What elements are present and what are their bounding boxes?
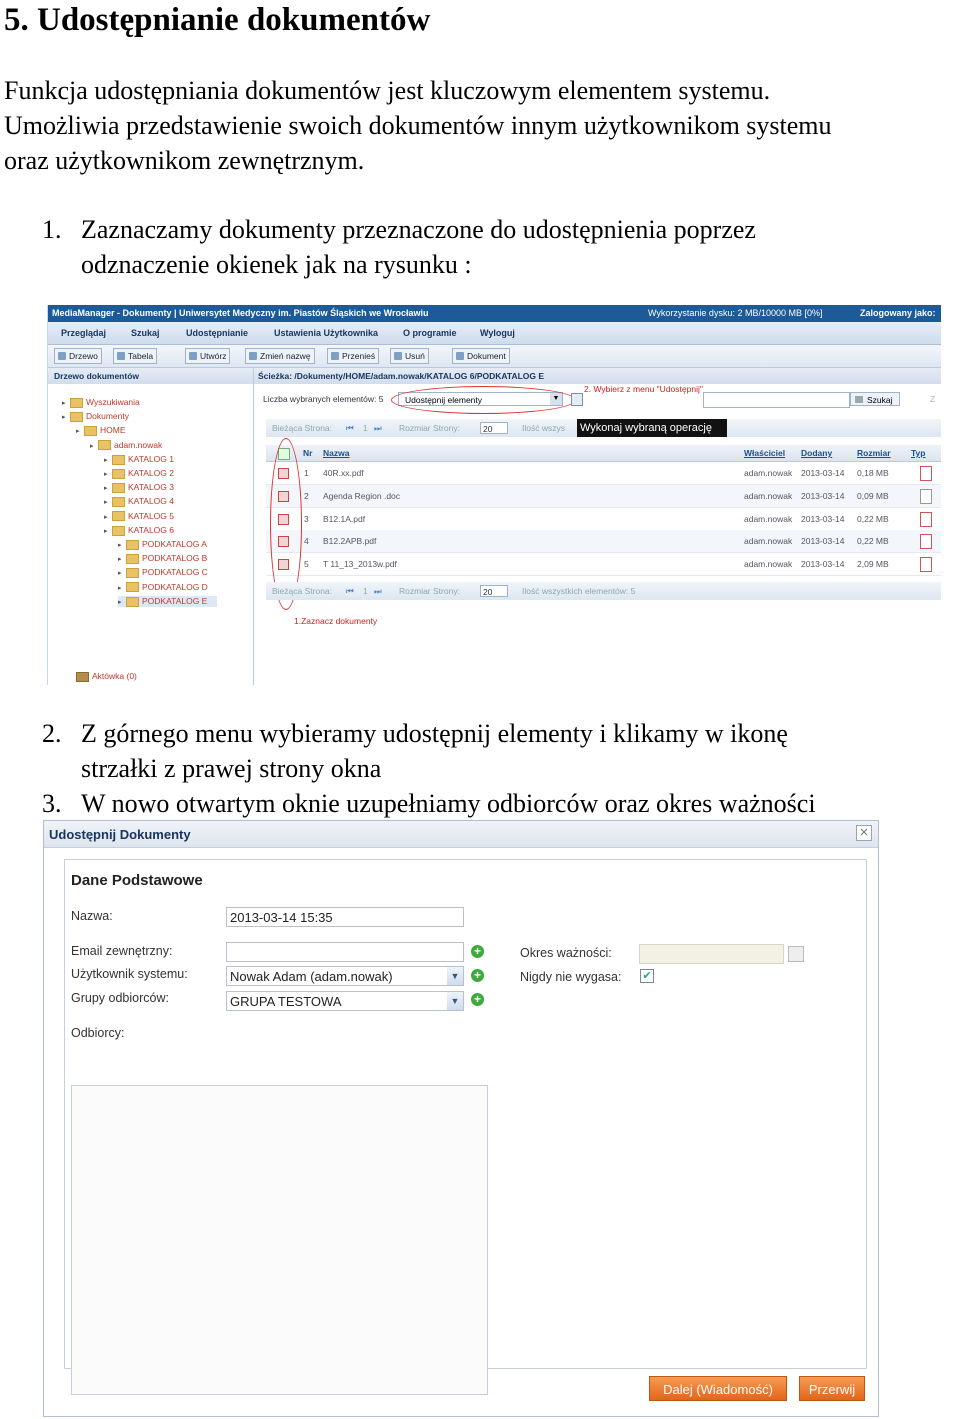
tree-item-label: PODKATALOG B: [142, 553, 208, 564]
folder-icon: [126, 568, 139, 578]
tree-item[interactable]: [104, 454, 174, 465]
row-size: 0,22 MB: [857, 536, 889, 547]
tree-item-label: KATALOG 6: [128, 524, 174, 535]
tree-item-label: PODKATALOG C: [142, 567, 208, 578]
pager-size-label: Rozmiar Strony:: [399, 586, 460, 596]
table-row[interactable]: [266, 530, 941, 553]
folder-icon: [112, 526, 125, 536]
step-number: 2.: [42, 719, 62, 748]
email-field[interactable]: [226, 942, 464, 962]
tree-item[interactable]: [104, 511, 174, 522]
tree-item[interactable]: [104, 482, 174, 493]
tree-panel: [48, 368, 254, 685]
row-added: 2013-03-14: [801, 536, 845, 547]
folder-icon: [70, 412, 83, 422]
pager-page: 1: [363, 586, 368, 596]
step-number: 1.: [42, 215, 62, 244]
tree-item-label: PODKATALOG A: [142, 539, 207, 549]
pdf-file-icon: [920, 512, 932, 527]
row-size: 0,09 MB: [857, 490, 889, 501]
first-page-icon[interactable]: ⏮: [346, 423, 354, 433]
row-owner: adam.nowak: [744, 536, 793, 547]
main-menu: [48, 322, 941, 345]
validity-field[interactable]: [639, 944, 784, 964]
first-page-icon[interactable]: ⏮: [346, 586, 354, 596]
row-name: Agenda Region .doc: [323, 490, 401, 501]
calendar-icon[interactable]: [788, 946, 804, 962]
tree-item-label: KATALOG 2: [128, 468, 174, 478]
col-nazwa[interactable]: Nazwa: [323, 448, 350, 458]
pager-count: Ilość wszystkich elementów: 5: [522, 586, 636, 596]
annotation-checkboxes: 1.Zaznacz dokumenty: [294, 616, 378, 626]
operation-select-value: Udostępnij elementy: [405, 395, 483, 405]
rename-button[interactable]: Zmień nazwę: [245, 348, 315, 364]
row-nr: 5: [304, 559, 309, 570]
recipients-list[interactable]: [71, 1085, 488, 1395]
tree-item-label: adam.nowak: [114, 439, 163, 450]
app-titlebar: [48, 305, 941, 322]
intro-line-1: Funkcja udostępniania dokumentów jest kluczowym elementem systemu.: [4, 76, 771, 105]
table-row[interactable]: [266, 462, 941, 485]
tree-item-label: PODKATALOG D: [142, 581, 208, 592]
expand-arrow-icon[interactable]: ▸: [76, 428, 80, 436]
folder-icon: [126, 597, 139, 607]
page-size-select[interactable]: 20: [480, 585, 508, 597]
tree-item-label: Dokumenty: [86, 411, 129, 422]
pdf-file-icon: [920, 534, 932, 549]
add-email-icon[interactable]: +: [471, 945, 484, 958]
expand-arrow-icon[interactable]: ▸: [104, 485, 108, 493]
page-heading: 5. Udostępnianie dokumentów: [4, 2, 431, 38]
tree-item-label: PODKATALOG E: [142, 595, 208, 606]
row-name: 40R.xx.pdf: [323, 468, 364, 478]
dialog-panel: [64, 859, 867, 1369]
row-owner: adam.nowak: [744, 513, 793, 524]
user-select[interactable]: [226, 966, 464, 986]
step-text: Zaznaczamy dokumenty przeznaczone do udostępnienia poprzez: [81, 215, 756, 244]
tree-item[interactable]: [104, 468, 174, 479]
section-title: Dane Podstawowe: [71, 872, 203, 889]
row-owner: adam.nowak: [744, 490, 793, 501]
expand-arrow-icon[interactable]: ▸: [118, 556, 122, 564]
pager-size-label: Rozmiar Strony:: [399, 423, 460, 433]
pager-page: 1: [363, 423, 368, 433]
tree-item-label: KATALOG 4: [128, 496, 174, 507]
folder-icon: [112, 455, 125, 465]
search-button-label: Szukaj: [867, 395, 893, 405]
folder-icon: [112, 483, 125, 493]
execute-arrow-button[interactable]: [571, 393, 583, 406]
usun-button[interactable]: Usuń: [390, 348, 429, 364]
never-expires-checkbox[interactable]: ✔: [640, 969, 654, 983]
tree-header: Drzewo dokumentów: [48, 368, 253, 384]
dialog-header: [44, 821, 878, 848]
pager-bottom: [266, 582, 941, 600]
table-row[interactable]: [266, 553, 941, 576]
tree-item-label: Wyszukiwania: [86, 397, 140, 407]
step-text: odznaczenie okienek jak na rysunku :: [81, 250, 472, 279]
group-select[interactable]: [226, 991, 464, 1011]
aktowka[interactable]: [76, 671, 137, 682]
expand-arrow-icon[interactable]: ▸: [104, 499, 108, 507]
menu-ustawienia[interactable]: Ustawienia Użytkownika: [274, 328, 379, 338]
expand-arrow-icon[interactable]: ▸: [104, 456, 108, 464]
row-added: 2013-03-14: [801, 468, 845, 478]
dialog-title: Udostępnij Dokumenty: [49, 827, 191, 842]
disk-usage: Wykorzystanie dysku: 2 MB/10000 MB [0%]: [648, 308, 823, 318]
tree-item[interactable]: [118, 582, 208, 593]
row-nr: 4: [304, 536, 309, 547]
doc-file-icon: [920, 489, 932, 504]
search-input[interactable]: [703, 392, 850, 408]
dokument-button[interactable]: Dokument: [452, 348, 510, 364]
intro-line-3: oraz użytkownikom zewnętrznym.: [4, 146, 365, 175]
step-1: [42, 212, 756, 247]
expand-arrow-icon[interactable]: ▸: [62, 400, 66, 407]
folder-icon: [112, 497, 125, 507]
search-button[interactable]: [850, 392, 900, 406]
tree-item[interactable]: [118, 596, 217, 607]
chevron-down-icon: ▼: [447, 967, 463, 985]
expand-arrow-icon[interactable]: ▸: [104, 513, 108, 521]
pager-current-label: Bieżąca Strona:: [272, 423, 333, 433]
expand-arrow-icon[interactable]: ▸: [118, 570, 122, 578]
group-label: Grupy odbiorców:: [71, 991, 169, 1005]
folder-icon: [70, 398, 83, 408]
toolbar: [48, 345, 941, 368]
last-page-icon[interactable]: ⏭: [374, 423, 382, 433]
tree-item-label: KATALOG 1: [128, 453, 174, 464]
tree-item[interactable]: [104, 525, 174, 536]
folder-icon: [126, 554, 139, 564]
menu-udostepnianie[interactable]: Udostępnianie: [186, 328, 249, 338]
row-size: 0,18 MB: [857, 468, 889, 478]
step-3: [42, 786, 816, 821]
tree-item-label: KATALOG 3: [128, 482, 174, 493]
row-owner: adam.nowak: [744, 559, 793, 570]
tree-item[interactable]: [118, 539, 207, 550]
folder-icon: [126, 582, 139, 592]
tree-item[interactable]: [104, 496, 174, 507]
row-size: 2,09 MB: [857, 559, 889, 570]
chevron-down-icon: ▼: [447, 992, 463, 1010]
tree-item-label: KATALOG 5: [128, 510, 174, 521]
step-2-cont: [42, 751, 382, 786]
app-title: MediaManager - Dokumenty | Uniwersytet Medyczny im. Piastów Śląskich we Wrocławiu: [52, 308, 429, 318]
email-label: Email zewnętrzny:: [71, 944, 173, 958]
menu-szukaj[interactable]: Szukaj: [131, 328, 160, 338]
expand-arrow-icon[interactable]: ▸: [90, 442, 94, 450]
pdf-file-icon: [920, 466, 932, 481]
folder-icon: [112, 469, 125, 479]
expand-arrow-icon[interactable]: ▸: [104, 471, 108, 478]
aktowka-label: Aktówka (0): [92, 671, 137, 681]
utworz-button[interactable]: Utwórz: [185, 348, 230, 364]
table-row[interactable]: [266, 485, 941, 508]
row-added: 2013-03-14: [801, 490, 845, 501]
expand-arrow-icon[interactable]: ▸: [118, 584, 122, 592]
expand-arrow-icon[interactable]: ▸: [118, 598, 122, 606]
step-number: 3.: [42, 789, 62, 818]
table-header: [266, 445, 941, 462]
step-2: [42, 716, 788, 751]
tree-item[interactable]: [118, 553, 207, 564]
briefcase-icon: [76, 672, 89, 682]
group-select-value: GRUPA TESTOWA: [230, 994, 342, 1009]
nazwa-field[interactable]: 2013-03-14 15:35: [226, 907, 464, 927]
drzewo-button[interactable]: Drzewo: [54, 348, 102, 364]
share-dialog: [43, 820, 879, 1417]
row-nr: 2: [304, 490, 309, 501]
validity-label: Okres ważności:: [520, 946, 612, 960]
row-name: B12.1A.pdf: [323, 513, 366, 524]
highlight-ellipse: [391, 386, 576, 414]
pager-current-label: Bieżąca Strona:: [272, 586, 333, 596]
tooltip: Wykonaj wybraną operację: [577, 419, 727, 437]
folder-icon: [126, 540, 139, 550]
step-text: Z górnego menu wybieramy udostępnij elementy i klikamy w ikonę: [81, 719, 788, 748]
step-text: W nowo otwartym oknie uzupełniamy odbiorców oraz okres ważności: [81, 789, 816, 818]
recipients-label: Odbiorcy:: [71, 1026, 125, 1040]
tree-item[interactable]: [62, 411, 129, 422]
tree-item-label: HOME: [100, 425, 126, 436]
step-text: strzałki z prawej strony okna: [81, 754, 382, 783]
nazwa-label: Nazwa:: [71, 909, 113, 923]
breadcrumb: Ścieżka: /Dokumenty/HOME/adam.nowak/KATALOG 6/PODKATALOG E: [254, 368, 941, 384]
menu-o-programie[interactable]: O programie: [403, 328, 457, 338]
tree-item[interactable]: [76, 425, 126, 436]
cut-off-text: Z: [930, 394, 936, 404]
step-1-cont: [42, 247, 472, 282]
folder-icon: [98, 440, 111, 450]
tree-item[interactable]: [90, 440, 162, 451]
folder-icon: [84, 426, 97, 436]
col-owner[interactable]: Właściciel: [744, 448, 786, 458]
intro-line-2: Umożliwia przedstawienie swoich dokumentów innym użytkownikom systemu: [4, 111, 832, 140]
row-added: 2013-03-14: [801, 513, 845, 524]
annotation-select: 2. Wybierz z menu "Udostępnij": [584, 384, 703, 394]
row-nr: 3: [304, 513, 309, 524]
add-user-icon[interactable]: +: [471, 969, 484, 982]
col-nr[interactable]: Nr: [303, 448, 313, 458]
user-label: Użytkownik systemu:: [71, 967, 188, 981]
tabela-button[interactable]: Tabela: [113, 348, 157, 364]
user-select-value: Nowak Adam (adam.nowak): [230, 969, 393, 984]
add-group-icon[interactable]: +: [471, 993, 484, 1006]
next-button[interactable]: Dalej (Wiadomość): [649, 1376, 787, 1401]
row-name: B12.2APB.pdf: [323, 536, 377, 547]
menu-przegladaj[interactable]: Przeglądaj: [61, 328, 107, 338]
row-nr: 1: [304, 468, 309, 478]
folder-icon: [112, 511, 125, 521]
expand-arrow-icon[interactable]: ▸: [62, 414, 66, 422]
cancel-button[interactable]: Przerwij: [799, 1376, 865, 1401]
documents-screenshot: [47, 305, 941, 685]
tree-item[interactable]: [118, 567, 208, 578]
chevron-down-icon: ▼: [550, 393, 562, 405]
last-page-icon[interactable]: ⏭: [374, 586, 382, 596]
col-type[interactable]: Typ: [911, 448, 926, 458]
row-name: T 11_13_2013w.pdf: [323, 559, 397, 570]
col-added[interactable]: Dodany: [801, 448, 833, 458]
never-expires-label: Nigdy nie wygasa:: [520, 970, 622, 984]
menu-wyloguj[interactable]: Wyloguj: [480, 328, 515, 338]
close-icon[interactable]: ✕: [856, 825, 872, 841]
expand-arrow-icon[interactable]: ▸: [118, 542, 122, 549]
przenies-button[interactable]: Przenieś: [327, 348, 379, 364]
col-size[interactable]: Rozmiar: [857, 448, 891, 458]
row-owner: adam.nowak: [744, 468, 793, 478]
pager-count: Ilość wszys: [522, 423, 565, 433]
page-size-select[interactable]: 20: [480, 422, 508, 434]
expand-arrow-icon[interactable]: ▸: [104, 527, 108, 535]
pdf-file-icon: [920, 557, 932, 572]
row-size: 0,22 MB: [857, 513, 889, 524]
tree-item[interactable]: [62, 397, 140, 408]
logged-user: Zalogowany jako:: [860, 308, 936, 318]
row-added: 2013-03-14: [801, 559, 845, 570]
table-row[interactable]: [266, 508, 941, 531]
selected-count: Liczba wybranych elementów: 5: [263, 394, 384, 404]
